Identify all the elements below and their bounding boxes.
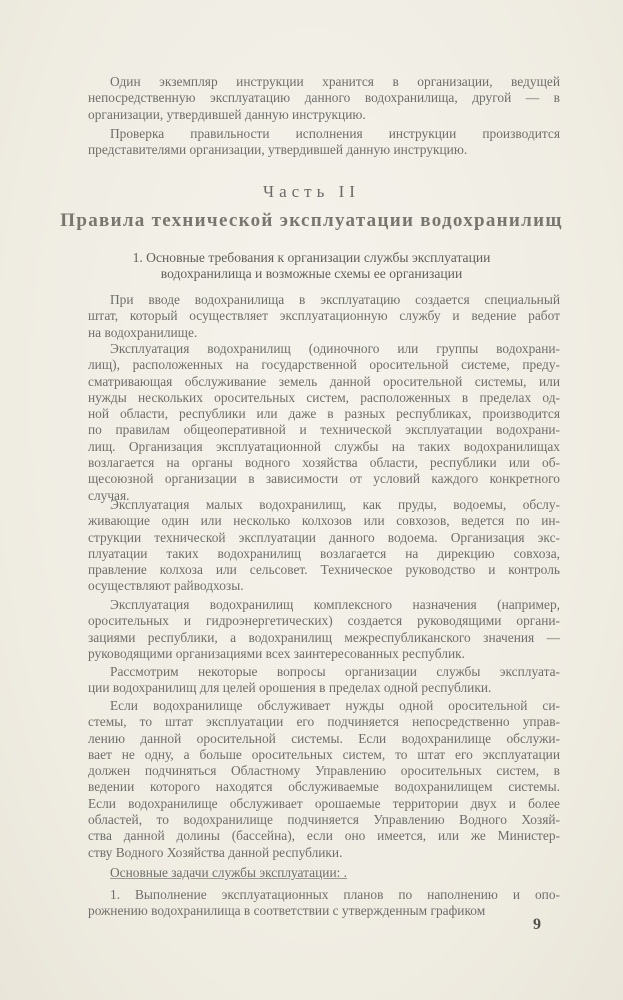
text-line: на водохранилище. (88, 324, 198, 340)
text-line: ции водохранилищ для целей орошения в пределах одной республики. (88, 680, 492, 696)
text-line: нужды нескольких оросительных систем, расположенных в пределах од- (88, 389, 560, 405)
subsection-title-line: водохранилища и возможные схемы ее организации (160, 266, 463, 281)
text-line: осуществляют райводхозы. (88, 578, 244, 594)
text-line: правление колхоза или сельсовет. Техническое руководство и контроль (88, 562, 560, 578)
text-line: вает не одну, а больше оросительных систем, то штат его эксплуатации (88, 746, 560, 762)
text-line: ства данной долины (бассейна), если оно имеется, или же Министер- (88, 828, 560, 844)
text-line: возлагается на органы водного хозяйства области, республики или об- (88, 455, 560, 471)
text-line: Эксплуатация водохранилищ (одиночного или группы водохрани- (110, 341, 560, 356)
text-line: Проверка правильности исполнения инструкции производится (110, 126, 560, 141)
paragraph (88, 126, 560, 159)
paragraph (88, 698, 560, 861)
text-line: плуатации таких водохранилищ возлагается на дирекцию совхоза, (88, 545, 560, 561)
paragraph (88, 74, 560, 123)
text-line: областей, то водохранилище подчиняется Управлению Водного Хозяй- (88, 812, 560, 828)
text-line: лению данной оросительной системы. Если водохранилище обслужи- (88, 730, 560, 746)
paragraph (88, 664, 560, 697)
text-line: При вводе водохранилища в эксплуатацию создается специальный (110, 292, 560, 307)
text-line: зациями республики, а водохранилищ межреспубликанского значения — (88, 629, 560, 645)
text-line: организации, утвердившей данную инструкцию. (88, 106, 366, 122)
text-line: Эксплуатация малых водохранилищ, как пруды, водоемы, обслу- (110, 497, 560, 512)
text-line: оросительных и гидроэнергетических) создается руководящими органи- (88, 613, 560, 629)
text-line: струкции технической эксплуатации данного водоема. Организация экс- (88, 529, 560, 545)
text-line: Рассмотрим некоторые вопросы организации службы эксплуата- (110, 664, 560, 679)
part-heading: Часть II (263, 182, 360, 201)
text-line: ству Водного Хозяйства данной республики. (88, 844, 343, 860)
text-line: непосредственную эксплуатацию данного водохранилища, другой — в (88, 90, 560, 106)
text-line: лищ. Организация эксплуатационной службы на таких водохранилищах (88, 438, 560, 454)
text-line: стемы, то штат эксплуатации его подчиняется непосредственно управ- (88, 714, 560, 730)
text-line: Эксплуатация водохранилищ комплексного назначения (например, (110, 597, 560, 612)
text-line: 1. Выполнение эксплуатационных планов по наполнению и опо- (110, 887, 560, 902)
text-line: Если водохранилище обслуживает орошаемые территории двух и более (88, 795, 560, 811)
paragraph (88, 865, 560, 881)
text-line: Один экземпляр инструкции хранится в организации, ведущей (110, 74, 560, 89)
text-line: щесоюзной организации в зависимости от условий каждого конкретного (88, 471, 560, 487)
page-number: 9 (533, 916, 541, 933)
paragraph (88, 292, 560, 341)
text-line: руководящими организациями всех заинтересованных республик. (88, 645, 465, 661)
text-line: лищ), расположенных на государственной оросительной системе, преду- (88, 357, 560, 373)
text-line: живающие один или несколько колхозов или совхозов, ведется по ин- (88, 513, 560, 529)
text-line: Основные задачи службы эксплуатации: . (110, 865, 348, 880)
paragraph (88, 887, 560, 920)
text-line: должен подчиняться Областному Управлению оросительных систем, в (88, 763, 560, 779)
text-line: сматривающая обслуживание земель данной оросительной системы, или (88, 373, 560, 389)
paragraph (88, 497, 560, 595)
subsection-title-line: 1. Основные требования к организации службы эксплуатации (132, 250, 491, 265)
section-title: Правила технической эксплуатации водохранилищ (60, 210, 563, 231)
text-line: рожнению водохранилища в соответствии с утвержденным графиком (88, 903, 486, 919)
text-line: случая. (88, 487, 130, 503)
text-line: по правилам общеоперативной и технической эксплуатации водохрани- (88, 422, 560, 438)
text-line: ведении которого находятся обслуживаемые водохранилищем системы. (88, 779, 560, 795)
text-line: штат, который осуществляет эксплуатационную службу и ведение работ (88, 308, 560, 324)
paragraph (88, 341, 560, 504)
paragraph (88, 597, 560, 662)
text-line: ной области, республики или даже в разных республиках, производится (88, 406, 560, 422)
text-line: представителями организации, утвердившей данную инструкцию. (88, 142, 468, 158)
text-line: Если водохранилище обслуживает нужды одной оросительной си- (110, 698, 560, 713)
